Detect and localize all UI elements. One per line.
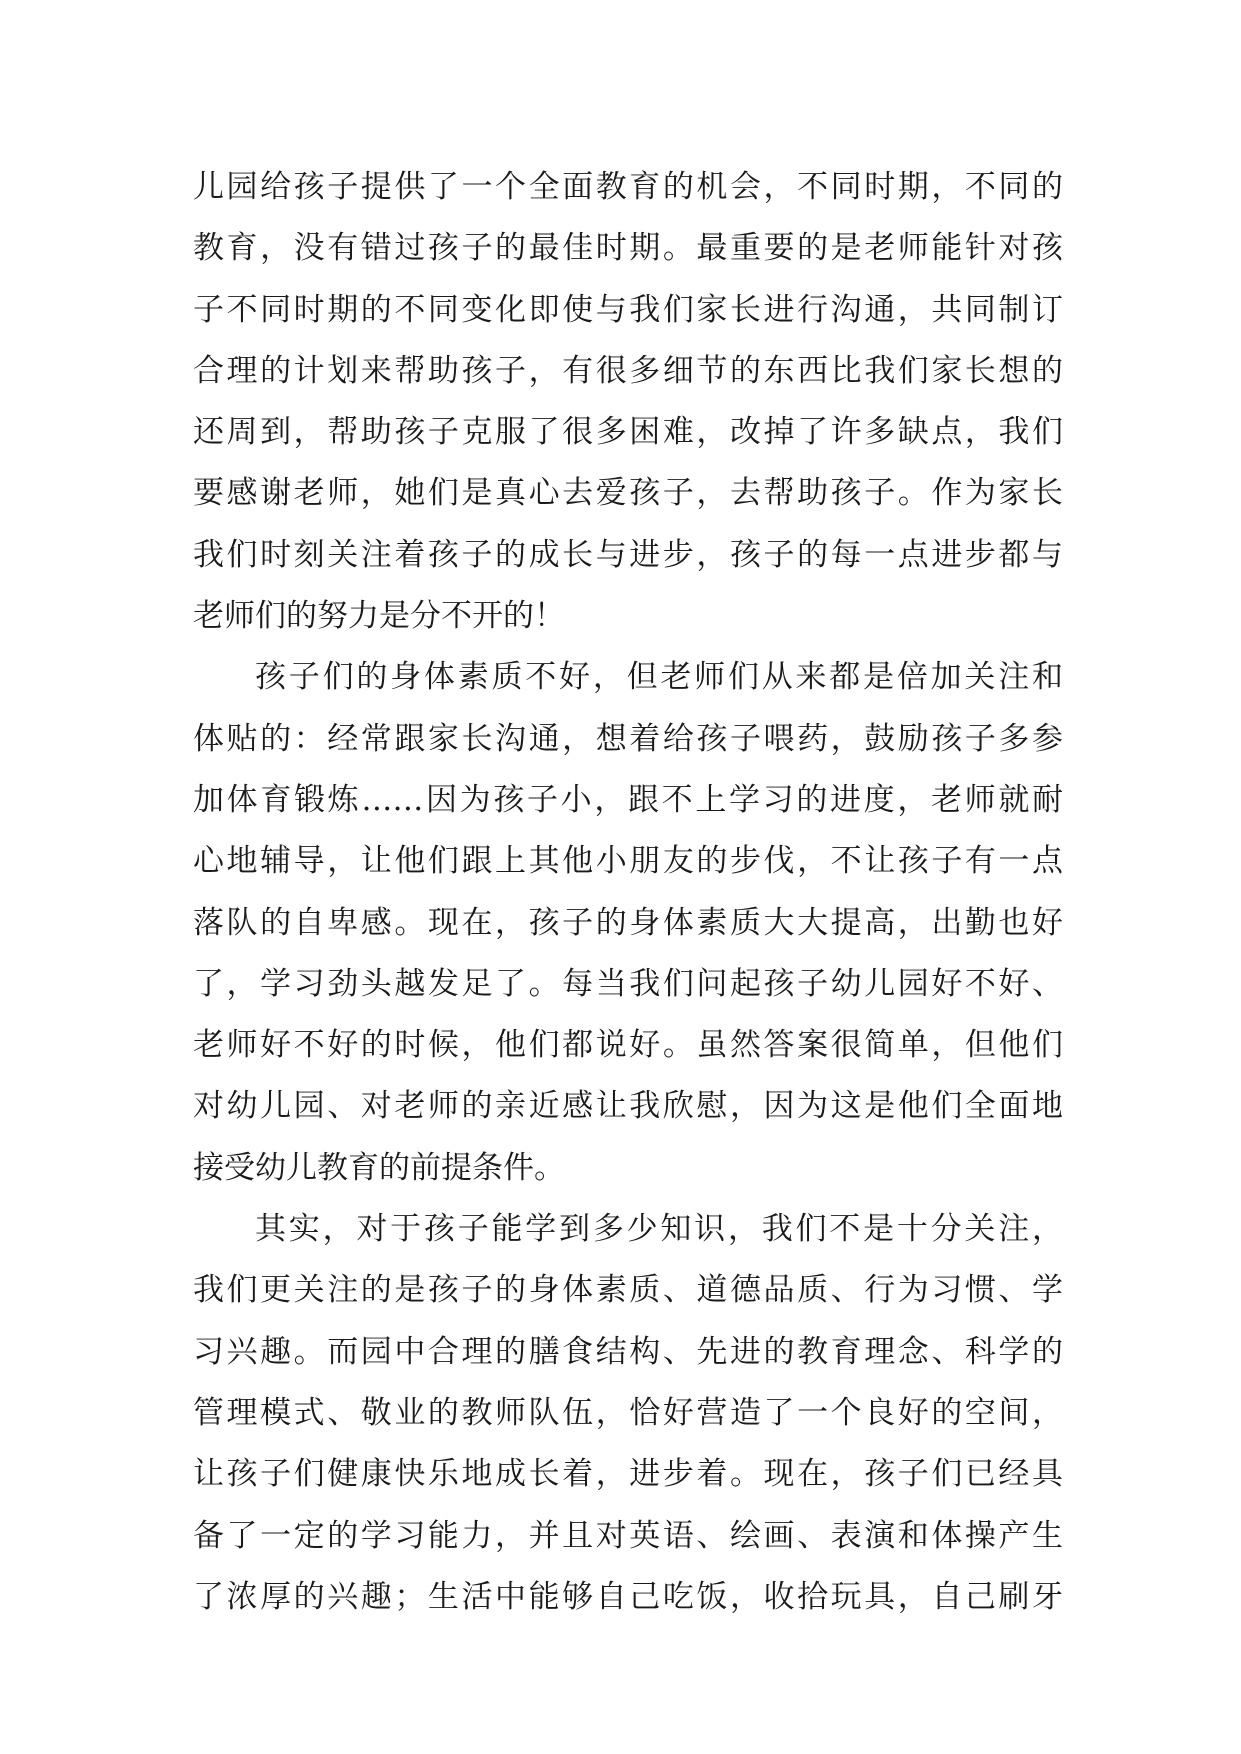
text-line: 老师好不好的时候，他们都说好。虽然答案很简单，但他们 — [193, 1027, 1063, 1064]
text-line: 合理的计划来帮助孩子，有很多细节的东西比我们家长想的 — [193, 352, 1063, 389]
text-line: 要感谢老师，她们是真心去爱孩子，去帮助孩子。作为家长 — [193, 475, 1063, 512]
text-line: 心地辅导，让他们跟上其他小朋友的步伐，不让孩子有一点 — [193, 843, 1063, 880]
text-line: 让孩子们健康快乐地成长着，进步着。现在，孩子们已经具 — [193, 1456, 1063, 1493]
text-line: 我们时刻关注着孩子的成长与进步，孩子的每一点进步都与 — [193, 536, 1063, 573]
text-line: 了浓厚的兴趣；生活中能够自己吃饭，收拾玩具，自己刷牙 — [193, 1578, 1063, 1615]
text-line: 儿园给孩子提供了一个全面教育的机会，不同时期，不同的 — [193, 169, 1063, 205]
text-line: 教育，没有错过孩子的最佳时期。最重要的是老师能针对孩 — [193, 230, 1063, 267]
text-line: 体贴的：经常跟家长沟通，想着给孩子喂药，鼓励孩子多参 — [193, 720, 1063, 757]
text-line: 子不同时期的不同变化即使与我们家长进行沟通，共同制订 — [193, 291, 1063, 328]
text-line: 还周到，帮助孩子克服了很多困难，改掉了许多缺点，我们 — [193, 414, 1063, 451]
text-line: 老师们的努力是分不开的！ — [193, 598, 565, 635]
text-line: 习兴趣。而园中合理的膳食结构、先进的教育理念、科学的 — [193, 1333, 1063, 1370]
text-line: 其实，对于孩子能学到多少知识，我们不是十分关注， — [255, 1211, 1063, 1248]
text-line: 加体育锻炼……因为孩子小，跟不上学习的进度，老师就耐 — [193, 781, 1063, 818]
text-line: 管理模式、敬业的教师队伍，恰好营造了一个良好的空间， — [193, 1394, 1063, 1431]
body-text — [193, 157, 1063, 1628]
text-line: 对幼儿园、对老师的亲近感让我欣慰，因为这是他们全面地 — [193, 1088, 1063, 1125]
text-line: 孩子们的身体素质不好，但老师们从来都是倍加关注和 — [255, 659, 1063, 696]
text-line: 我们更关注的是孩子的身体素质、道德品质、行为习惯、学 — [193, 1272, 1063, 1309]
text-line: 了，学习劲头越发足了。每当我们问起孩子幼儿园好不好、 — [193, 965, 1063, 1002]
text-line: 接受幼儿教育的前提条件。 — [193, 1149, 565, 1186]
text-line: 备了一定的学习能力，并且对英语、绘画、表演和体操产生 — [193, 1517, 1063, 1554]
text-line: 落队的自卑感。现在，孩子的身体素质大大提高，出勤也好 — [193, 904, 1063, 941]
